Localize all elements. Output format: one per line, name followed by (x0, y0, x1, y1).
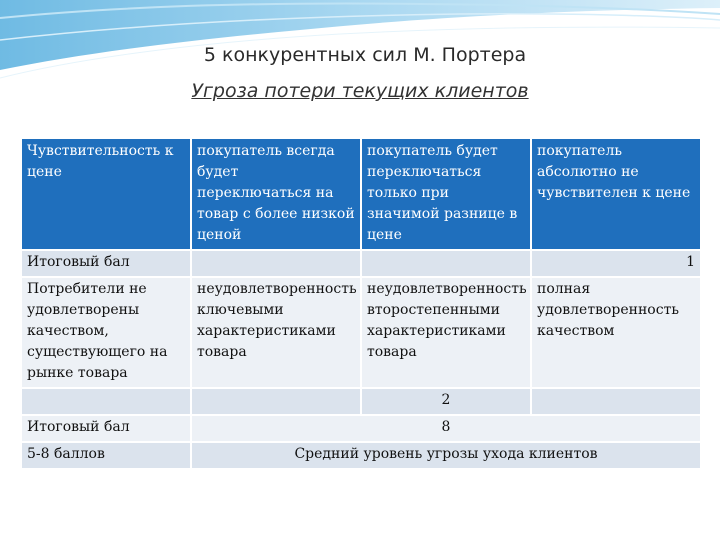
threat-level: Средний уровень угрозы ухода клиентов (191, 442, 701, 469)
header-cell: покупатель абсолютно не чувствителен к цене (531, 138, 701, 250)
row-label: 5-8 баллов (21, 442, 191, 469)
score-cell: 1 (531, 250, 701, 277)
table-cell (191, 388, 361, 415)
table-cell: неудовлетворенность второстепенными характеристиками товара (361, 277, 531, 388)
table-row (21, 277, 701, 388)
row-label: Итоговый бал (21, 415, 191, 442)
header-cell: Чувствительность к цене (21, 138, 191, 250)
table-cell: полная удовлетворенность качеством (531, 277, 701, 388)
header-cell: покупатель всегда будет переключаться на товар с более низкой ценой (191, 138, 361, 250)
page-title: 5 конкурентных сил М. Портера (203, 44, 527, 66)
score-cell: 2 (361, 388, 531, 415)
table-header-row (21, 138, 701, 250)
row-label: Потребители не удовлетворены качеством, существующего на рынке товара (21, 277, 191, 388)
page-subtitle: Угроза потери текущих клиентов (191, 80, 529, 102)
table-cell (361, 250, 531, 277)
header-cell: покупатель будет переключаться только при значимой разнице в цене (361, 138, 531, 250)
table-cell (191, 250, 361, 277)
total-score: 8 (191, 415, 701, 442)
threat-table (20, 137, 702, 470)
table-row (21, 388, 701, 415)
table-cell: неудовлетворенность ключевыми характеристиками товара (191, 277, 361, 388)
row-label: Итоговый бал (21, 250, 191, 277)
table-row (21, 250, 701, 277)
table-row (21, 442, 701, 469)
table-row (21, 415, 701, 442)
table-cell (21, 388, 191, 415)
table-cell (531, 388, 701, 415)
